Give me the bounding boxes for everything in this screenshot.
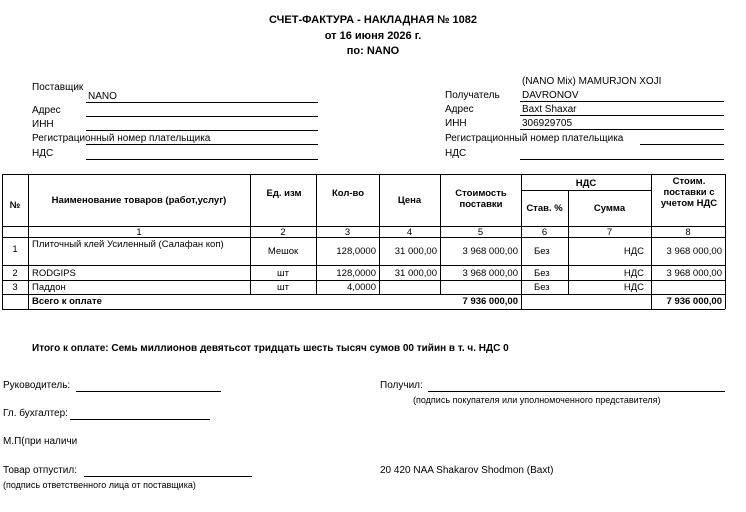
summary-text: Итого к оплате: Семь миллионов девятьсот тридцать шесть тысяч сумов 00 тийин в т. ч. НДС 0 <box>32 343 509 354</box>
row-num: 1 <box>12 244 18 255</box>
row-cost: 3 968 000,00 <box>462 246 518 257</box>
total-cost: 7 936 000,00 <box>462 296 518 307</box>
row-num: 3 <box>12 282 18 293</box>
supplier-reg-line <box>86 144 318 145</box>
supplier-value: NANO <box>88 91 117 102</box>
row-vat-sum: НДС <box>623 268 644 279</box>
col-number: 4 <box>406 227 413 238</box>
header-name: Наименование товаров (работ,услуг) <box>51 195 227 206</box>
row-price: 31 000,00 <box>394 268 437 279</box>
accountant-label: Гл. бухгалтер: <box>3 408 68 419</box>
header-price: Цена <box>397 195 422 206</box>
supplier-inn-line <box>86 130 318 131</box>
invoice-title: СЧЕТ-ФАКТУРА - НАКЛАДНАЯ № 1082 <box>269 14 477 26</box>
header-vat-sum: Сумма <box>593 203 626 214</box>
row-name: Паддон <box>32 282 66 293</box>
header-num: № <box>9 200 21 211</box>
supplier-inn-label: ИНН <box>32 119 54 130</box>
director-label: Руководитель: <box>3 380 71 391</box>
recipient-label: Получатель <box>445 90 500 101</box>
recipient-address-label: Адрес <box>445 104 474 115</box>
header-unit: Ед. изм <box>266 188 302 199</box>
released-label: Товар отпустил: <box>3 465 77 476</box>
header-vat-rate: Став. % <box>526 203 563 214</box>
row-qty: 128,0000 <box>336 268 376 279</box>
recipient-address: Baxt Shaxar <box>522 104 577 115</box>
row-name: RODGIPS <box>32 268 76 279</box>
row-name: Плиточный клей Усиленный (Салафан коп) <box>32 239 224 250</box>
invoice-contract: по: NANO <box>346 45 400 57</box>
row-total: 3 968 000,00 <box>666 246 722 257</box>
recipient-reg-label: Регистрационный номер плательщика <box>445 133 624 144</box>
row-vat-rate: Без <box>534 246 550 257</box>
col-number: 6 <box>541 227 548 238</box>
row-vat-sum: НДС <box>623 246 644 257</box>
invoice-date: от 16 июня 2026 г. <box>324 30 422 42</box>
row-unit: шт <box>277 268 289 279</box>
col-number: 1 <box>136 227 142 238</box>
row-price: 31 000,00 <box>394 246 437 257</box>
recipient-vat-line <box>520 159 724 160</box>
row-unit: шт <box>277 282 289 293</box>
supplier-vat-line <box>86 159 318 160</box>
supplier-label: Поставщик <box>32 82 84 93</box>
supplier-vat-label: НДС <box>32 148 54 159</box>
row-vat-sum: НДС <box>623 282 644 293</box>
row-qty: 128,0000 <box>336 246 376 257</box>
header-vat: НДС <box>575 178 597 189</box>
row-vat-rate: Без <box>534 282 550 293</box>
supplier-underline <box>86 102 318 103</box>
row-qty: 4,0000 <box>346 282 376 293</box>
recipient-vat-label: НДС <box>445 148 467 159</box>
recipient-value-line1: (NANO Mix) MAMURJON XOJI <box>522 76 662 87</box>
recipient-inn-line <box>520 129 724 130</box>
header-cost: Стоимость поставки <box>455 188 507 210</box>
col-number: 2 <box>280 227 286 238</box>
agent-name: 20 420 NAA Shakarov Shodmon (Baxt) <box>380 465 554 476</box>
col-number: 8 <box>685 227 691 238</box>
row-cost: 3 968 000,00 <box>462 268 518 279</box>
header-qty: Кол-во <box>331 188 365 199</box>
supplier-reg-label: Регистрационный номер плательщика <box>32 133 211 144</box>
recipient-underline <box>520 101 724 102</box>
supplier-address-line <box>86 116 318 117</box>
received-note: (подпись покупателя или уполномоченного представителя) <box>413 395 661 405</box>
stamp-label: М.П(при наличи <box>3 436 78 447</box>
col-number: 5 <box>477 227 484 238</box>
col-number: 3 <box>344 227 351 238</box>
director-line <box>76 391 221 392</box>
row-num: 2 <box>12 268 18 279</box>
recipient-value-line2: DAVRONOV <box>522 90 579 101</box>
row-total: 3 968 000,00 <box>666 268 722 279</box>
total-sum: 7 936 000,00 <box>666 296 722 307</box>
row-vat-rate: Без <box>534 268 550 279</box>
recipient-inn: 306929705 <box>522 118 573 129</box>
header-total: Стоим. поставки с учетом НДС <box>660 176 718 209</box>
accountant-line <box>70 419 210 420</box>
recipient-address-line <box>520 115 724 116</box>
recipient-reg-line <box>640 144 724 145</box>
row-unit: Мешок <box>267 246 299 257</box>
received-line <box>428 391 725 392</box>
recipient-inn-label: ИНН <box>445 118 467 129</box>
released-note: (подпись ответственного лица от поставщика) <box>3 480 196 490</box>
col-number: 7 <box>606 227 613 238</box>
total-label: Всего к оплате <box>32 296 102 307</box>
received-label: Получил: <box>380 380 423 391</box>
released-line <box>84 476 252 477</box>
supplier-address-label: Адрес <box>32 105 61 116</box>
